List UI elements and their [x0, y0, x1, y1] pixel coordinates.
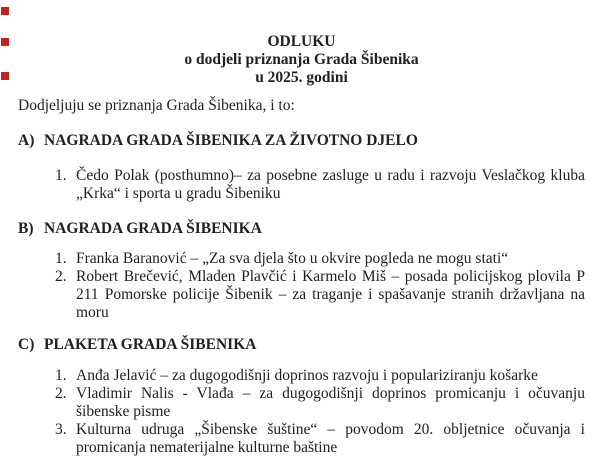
item-text: Čedo Polak (posthumno)– za posebne zasluge u radu i razvoju Veslačkog kluba „Krka“ i sporta u gradu Šibeniku — [76, 167, 585, 202]
item-text: Vladimir Nalis - Vlađa – za dugogodišnji doprinos promicanju i očuvanju šibenske pisme — [76, 385, 585, 420]
section-b-heading — [18, 220, 585, 238]
title-line-1: ODLUKU — [267, 33, 336, 50]
red-square-marker — [1, 38, 9, 46]
award-item — [55, 367, 585, 385]
award-item — [55, 385, 585, 421]
item-number: 1. — [55, 367, 67, 384]
item-text: Franka Baranović – „Za sva djela što u okvire pogleda ne mogu stati“ — [76, 250, 509, 267]
section-c-heading — [18, 336, 585, 354]
title-line-2: o dodjeli priznanja Grada Šibenika — [184, 51, 419, 68]
decision-title — [18, 33, 585, 87]
section-a-heading — [18, 132, 585, 150]
item-text: Anđa Jelavić – za dugogodišnji doprinos razvoju i populariziranju košarke — [76, 367, 538, 384]
section-c-label: C) — [18, 336, 35, 353]
item-number: 3. — [55, 421, 67, 438]
title-line-3: u 2025. godini — [255, 69, 348, 86]
item-text: Kulturna udruga „Šibenske šuštine“ – povodom 20. obljetnice očuvanja i promicanja nematerijalne kulturne baštine — [76, 421, 585, 456]
section-b-heading-text: NAGRADA GRADA ŠIBENIKA — [44, 220, 262, 237]
award-item — [55, 421, 585, 457]
item-number: 1. — [55, 167, 67, 184]
item-text: Robert Brečević, Mladen Plavčić i Karmelo Miš – posada policijskog plovila P 211 Pomorske policije Šibenik – za traganje i spašavanje stranih državljana na moru — [76, 268, 585, 321]
item-number: 2. — [55, 385, 67, 402]
award-item — [55, 268, 585, 322]
section-c-items — [55, 367, 585, 457]
section-a-heading-text: NAGRADA GRADA ŠIBENIKA ZA ŽIVOTNO DJELO — [44, 132, 418, 149]
award-item — [55, 250, 585, 268]
intro-text: Dodjeljuju se priznanja Grada Šibenika, i to: — [18, 97, 295, 114]
award-item — [55, 167, 585, 203]
section-b-label: B) — [18, 220, 34, 237]
red-square-marker — [1, 7, 9, 15]
item-number: 1. — [55, 250, 67, 267]
section-a-items — [55, 167, 585, 203]
section-a-label: A) — [18, 132, 35, 149]
section-b-items — [55, 250, 585, 322]
section-c-heading-text: PLAKETA GRADA ŠIBENIKA — [44, 336, 257, 353]
red-square-marker — [1, 72, 9, 80]
item-number: 2. — [55, 268, 67, 285]
